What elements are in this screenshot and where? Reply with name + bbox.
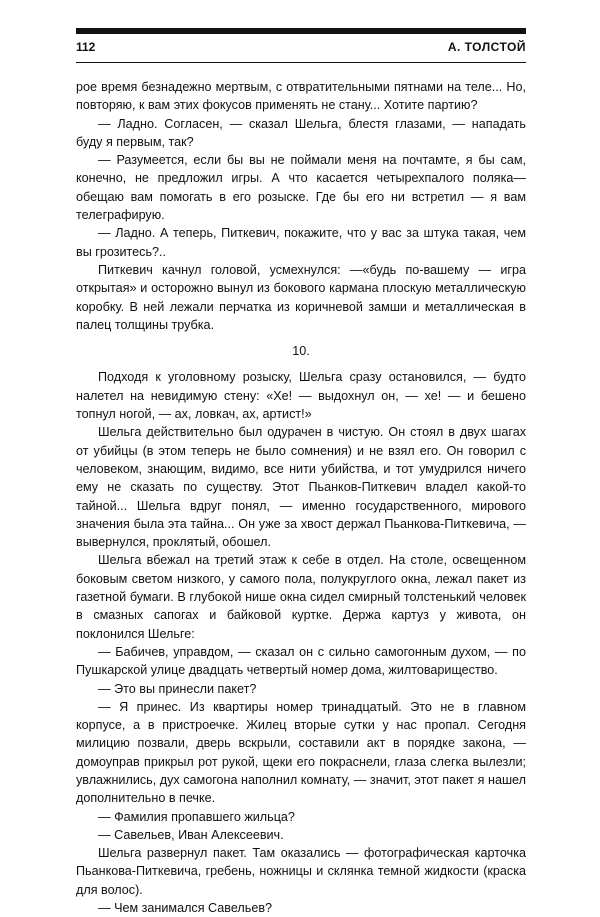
- paragraph: Питкевич качнул головой, усмехнулся: —«будь по-вашему — игра открытая» и осторожно вынул из бокового кармана плоскую металлическую коробку. В ней лежали перчатка из коричневой замши и металлическая в палец толщины трубка.: [76, 262, 526, 332]
- paragraph: Шельга вбежал на третий этаж к себе в отдел. На столе, освещенном боковым светом низкого, у самого пола, полукруглого окна, лежал пакет из газетной бумаги. В глубокой нише окна сидел смирный толстенький человек в смазных сапогах и байковой куртке. Держа картуз у живота, он поклонился Шельге:: [76, 553, 526, 641]
- page-number: 112: [76, 40, 96, 54]
- paragraph: — Чем занимался Савельев?: [98, 901, 273, 916]
- page-header: [76, 40, 526, 60]
- section-number: 10.: [292, 344, 310, 359]
- header-rule-thin: [76, 62, 526, 63]
- paragraph: Шельга действительно был одурачен в чистую. Он стоял в двух шагах от убийцы (в этом теперь не было сомнения) и не взял его. Он говорил с человеком, знающим, видимо, все нити убийства, и тот умудрился ничего ему не сказать по существу. Этот Пьанков-Питкевич владел какой-то тайной... Шельга вдруг понял, — именно государственного, мирового значения была эта тайна... Он уже за хвост держал Пьанкова-Питкевича, — вывернулся, проклятый, обошел.: [76, 425, 526, 550]
- paragraph: Подходя к уголовному розыску, Шельга сразу остановился, — будто налетел на невидимую стену: «Хе! — выдохнул он, — хе! — и бешено топнул ногой, — ах, ловкач, ах, артист!»: [76, 370, 526, 422]
- header-rule-thick: [76, 28, 526, 34]
- paragraph: — Я принес. Из квартиры номер тринадцатый. Это не в главном корпусе, а в пристроечке. Жилец вторые сутки у нас пропал. Сегодня милицию позвали, дверь вскрыли, составили акт в порядке закона, — домоуправ прикрыл рот рукой, щеки его покраснели, глаза слегка вылезли; увлажнились, дух самогона наполнил комнату, — значит, этот пакет я нашел дополнительно в печке.: [76, 699, 526, 806]
- paragraph: — Бабичев, управдом, — сказал он с сильно самогонным духом, — по Пушкарской улице двадцать четвертый номер дома, жилтоварищество.: [76, 644, 526, 678]
- paragraph: Шельга развернул пакет. Там оказались — фотографическая карточка Пьанкова-Питкевича, гребень, ножницы и склянка темной жидкости (краска для волос).: [76, 846, 526, 897]
- paragraph: — Ладно. А теперь, Питкевич, покажите, что у вас за штука такая, чем вы грозитесь?..: [76, 226, 526, 259]
- paragraph: рое время безнадежно мертвым, с отвратительными пятнами на теле... Но, повторяю, к вам этих фокусов применять не стану... Хотите партию?: [76, 80, 526, 113]
- paragraph: — Фамилия пропавшего жильца?: [98, 809, 295, 824]
- paragraph: — Это вы принесли пакет?: [98, 681, 257, 696]
- running-head-author: А. ТОЛСТОЙ: [447, 40, 526, 54]
- paragraph: — Разумеется, если бы вы не поймали меня на почтамте, я бы сам, конечно, не предложил игры. А что касается четырехпалого поляка—обещаю вам помогать в его розыске. Где бы его ни встретил — я вам телеграфирую.: [76, 153, 526, 223]
- paragraph: — Ладно. Согласен, — сказал Шельга, блестя глазами, — нападать буду я первым, так?: [76, 116, 526, 149]
- paragraph: — Савельев, Иван Алексеевич.: [98, 827, 284, 842]
- body-text: [76, 78, 526, 917]
